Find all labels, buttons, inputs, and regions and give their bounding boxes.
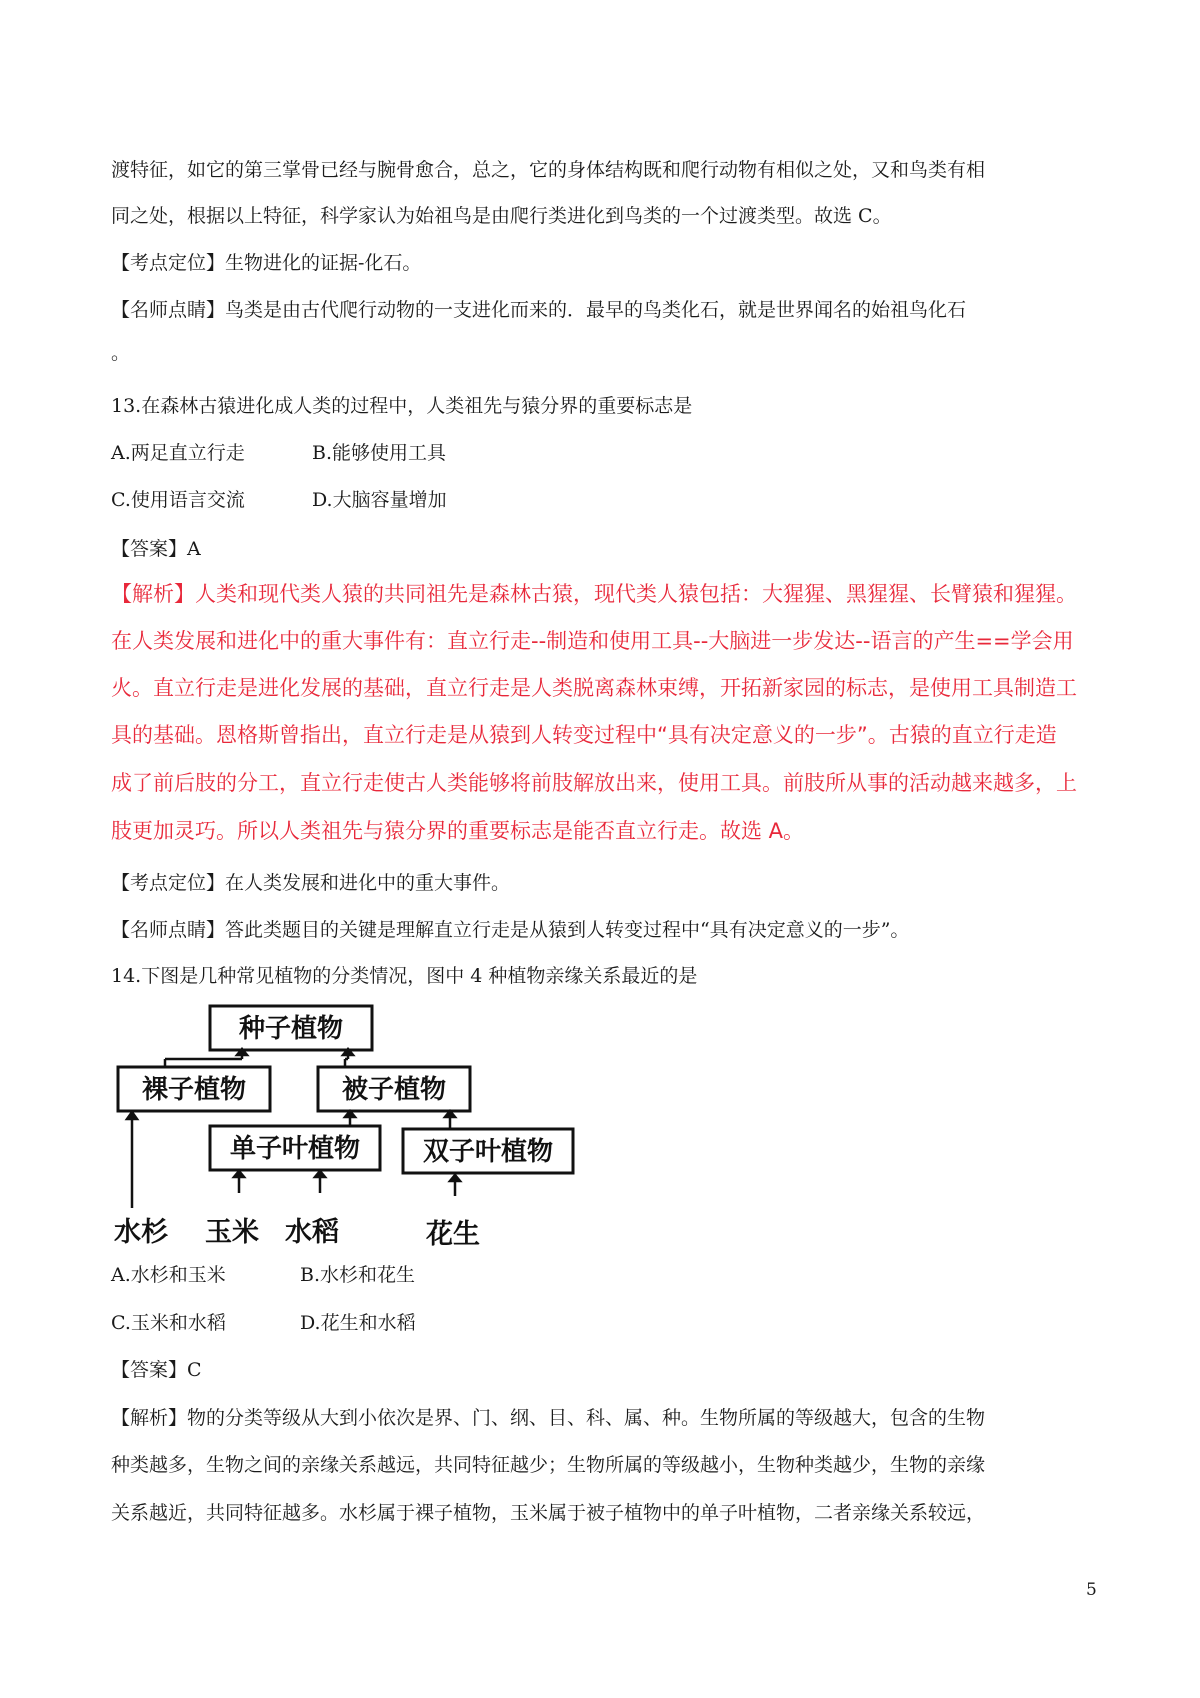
q12-mingshi: 【名师点睛】鸟类是由古代爬行动物的一支进化而来的．最早的鸟类化石，就是世界闻名的始祖鸟化石 <box>111 299 967 321</box>
gymno-label: 裸子植物 <box>141 1075 247 1105</box>
q13-option-c: C.使用语言交流 <box>111 489 245 511</box>
q13-analysis-line-3: 火。直立行走是进化发展的基础，直立行走是人类脱离森林束缚，开拓新家园的标志，是使用工具制造工 <box>111 676 1077 700</box>
leaf-label-2: 玉米 <box>205 1217 259 1248</box>
q14-option-d: D.花生和水稻 <box>300 1312 416 1334</box>
q13-option-a: A.两足直立行走 <box>111 442 245 464</box>
q14-option-a: A.水杉和玉米 <box>111 1264 226 1286</box>
page-number: 5 <box>1086 1580 1097 1600</box>
leaf-label-3: 水稻 <box>285 1217 339 1248</box>
q13-analysis-line-4: 具的基础。恩格斯曾指出，直立行走是从猿到人转变过程中“具有决定意义的一步”。古猿的直立行走造 <box>111 723 1057 747</box>
arrow-head-leaf-2 <box>234 1171 244 1177</box>
q13-analysis-line-6: 肢更加灵巧。所以人类祖先与猿分界的重要标志是能否直立行走。故选 A。 <box>111 819 805 843</box>
q14-answer: 【答案】C <box>111 1359 202 1381</box>
q13-kaodian: 【考点定位】在人类发展和进化中的重大事件。 <box>111 872 511 894</box>
q14-analysis-line-2: 种类越多，生物之间的亲缘关系越远，共同特征越少；生物所属的等级越小，生物种类越少，生物的亲缘 <box>111 1454 986 1476</box>
intro-line-1: 渡特征，如它的第三掌骨已经与腕骨愈合，总之，它的身体结构既和爬行动物有相似之处，又和鸟类有相 <box>111 159 986 181</box>
angio-label: 被子植物 <box>341 1075 447 1105</box>
q13-option-b: B.能够使用工具 <box>312 442 447 464</box>
root-label: 种子植物 <box>238 1014 344 1044</box>
q13-analysis-line-1: 【解析】人类和现代类人猿的共同祖先是森林古猿，现代类人猿包括：大猩猩、黑猩猩、长臂猿和猩猩。 <box>111 582 1077 606</box>
q13-question: 13.在森林古猿进化成人类的过程中，人类祖先与猿分界的重要标志是 <box>111 395 693 417</box>
q14-question: 14.下图是几种常见植物的分类情况，图中 4 种植物亲缘关系最近的是 <box>111 965 698 987</box>
leaf-label-1: 水杉 <box>114 1217 168 1248</box>
leaf-label-4: 花生 <box>426 1219 480 1250</box>
arrow-head-leaf-3 <box>315 1171 325 1177</box>
q12-mingshi-tail: 。 <box>111 342 131 364</box>
q14-analysis-line-3: 关系越近，共同特征越多。水杉属于裸子植物，玉米属于被子植物中的单子叶植物，二者亲缘关系较远， <box>111 1502 986 1524</box>
q14-option-b: B.水杉和花生 <box>300 1264 416 1286</box>
q14-analysis-line-1: 【解析】物的分类等级从大到小依次是界、门、纲、目、科、属、种。生物所属的等级越大，包含的生物 <box>111 1407 986 1429</box>
dicot-label: 双子叶植物 <box>422 1137 554 1167</box>
q12-kaodian: 【考点定位】生物进化的证据-化石。 <box>111 252 422 274</box>
arrow-head-leaf-4 <box>450 1175 460 1181</box>
arrow-head-leaf-1 <box>127 1112 137 1119</box>
q14-option-c: C.玉米和水稻 <box>111 1312 226 1334</box>
q13-answer: 【答案】A <box>111 538 201 560</box>
q13-option-d: D.大脑容量增加 <box>312 489 447 511</box>
intro-line-2: 同之处，根据以上特征，科学家认为始祖鸟是由爬行类进化到鸟类的一个过渡类型。故选 C。 <box>111 205 892 227</box>
q13-analysis-line-5: 成了前后肢的分工，直立行走使古人类能够将前肢解放出来，使用工具。前肢所从事的活动越来越多，上 <box>111 771 1077 795</box>
plant-classification-diagram <box>110 1003 590 1253</box>
q13-analysis-line-2: 在人类发展和进化中的重大事件有：直立行走--制造和使用工具--大脑进一步发达--语言的产生==学会用 <box>111 629 1074 653</box>
q13-mingshi: 【名师点睛】答此类题目的关键是理解直立行走是从猿到人转变过程中“具有决定意义的一步”。 <box>111 919 910 941</box>
mono-label: 单子叶植物 <box>229 1134 361 1164</box>
